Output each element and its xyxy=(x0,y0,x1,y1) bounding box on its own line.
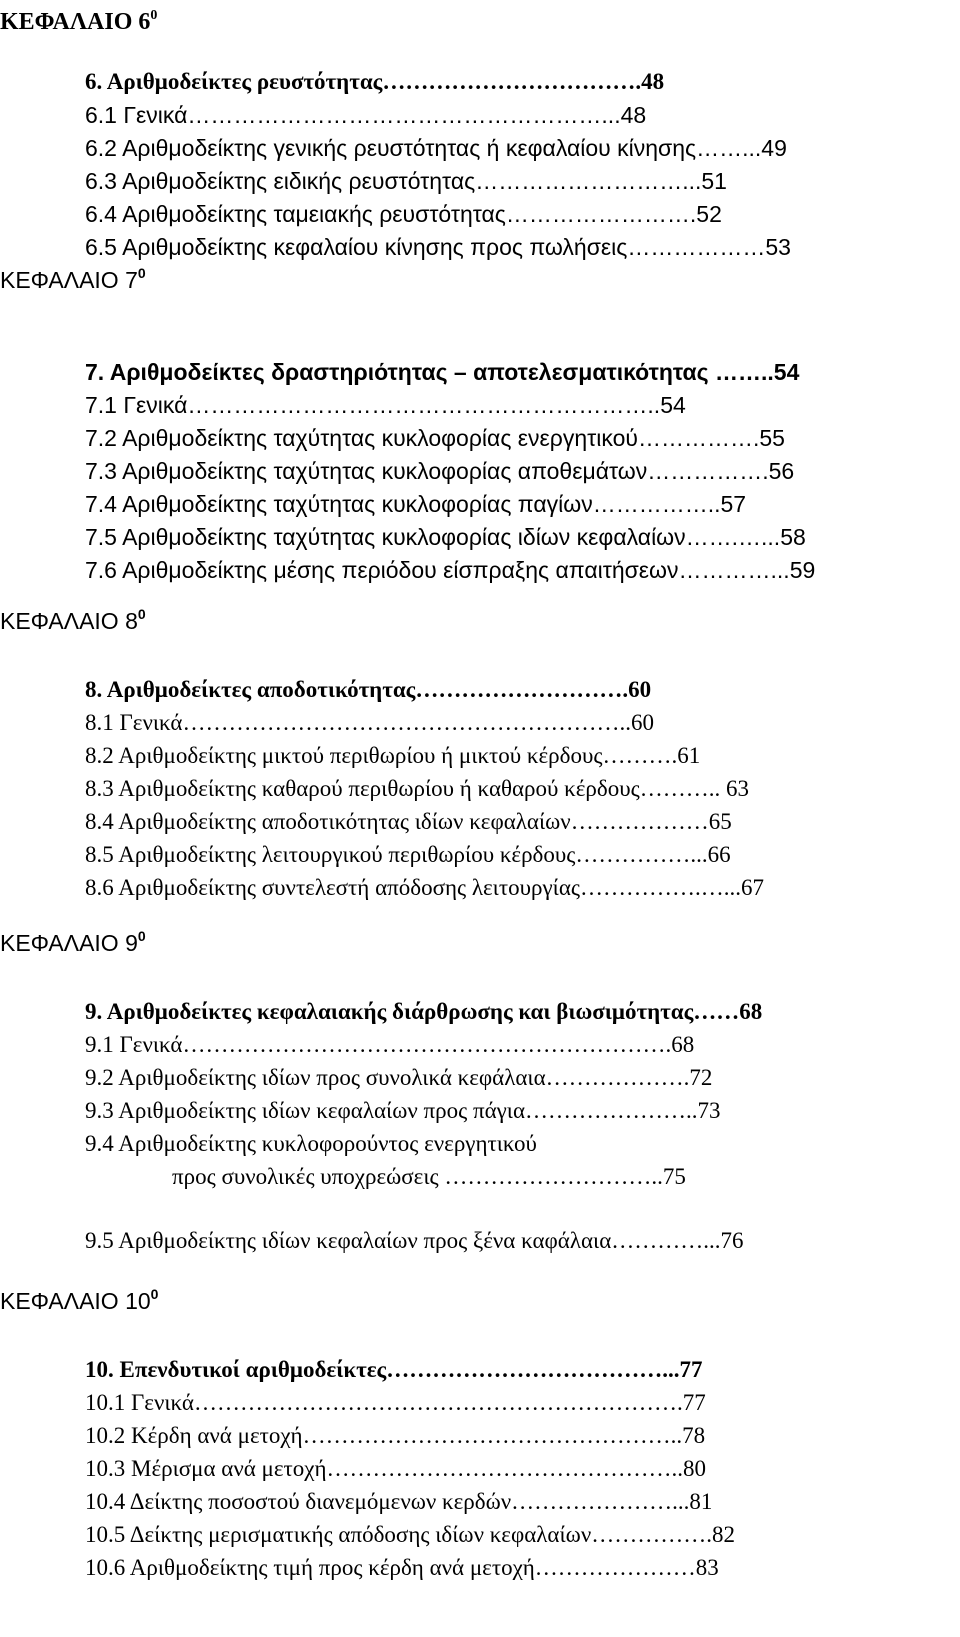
chapter-heading-10: ΚΕΦΑΛΑΙΟ $10^0$ xyxy=(0,1286,159,1314)
toc-entry-6-3: 6.3 Αριθμοδείκτης ειδικής ρευστότητας………………………...51 xyxy=(85,168,727,194)
toc-entry-10-3: 10.3 Μέρισμα ανά μετοχή………………………………………..80 xyxy=(85,1456,707,1481)
toc-entry-9-1: 9.1 Γενικά……………………………………………………….68 xyxy=(85,1032,695,1057)
toc-entry-10-4: 10.4 Δείκτης ποσοστού διανεμόμενων κερδών…………………...81 xyxy=(85,1489,713,1514)
toc-entry-7-4: 7.4 Αριθμοδείκτης ταχύτητας κυκλοφορίας παγίων……………..57 xyxy=(85,491,747,517)
toc-entry-8-2: 8.2 Αριθμοδείκτης μικτού περιθωρίου ή μικτού κέρδους……….61 xyxy=(85,743,701,768)
toc-section-6: 6. Αριθμοδείκτες ρευστότητας…………………………….48 xyxy=(85,69,665,94)
toc-section-7: 7. Αριθμοδείκτες δραστηριότητας – αποτελεσματικότητας ……..54 xyxy=(85,359,800,385)
chapter-heading-8: ΚΕΦΑΛΑΙΟ $8^0$ xyxy=(0,606,146,634)
toc-section-10: 10. Επενδυτικοί αριθμοδείκτες………………………………...77 xyxy=(85,1357,703,1382)
toc-entry-9-2: 9.2 Αριθμοδείκτης ιδίων προς συνολικά κεφάλαια……………….72 xyxy=(85,1065,713,1090)
toc-entry-8-5: 8.5 Αριθμοδείκτης λειτουργικού περιθωρίου κέρδους……………...66 xyxy=(85,842,731,867)
toc-entry-10-6: 10.6 Αριθμοδείκτης τιμή προς κέρδη ανά μετοχή…………………83 xyxy=(85,1555,719,1580)
toc-entry-8-6: 8.6 Αριθμοδείκτης συντελεστή απόδοσης λειτουργίας…………….…...67 xyxy=(85,875,764,900)
toc-section-9: 9. Αριθμοδείκτες κεφαλαιακής διάρθρωσης και βιωσιμότητας……68 xyxy=(85,999,763,1024)
toc-entry-7-5: 7.5 Αριθμοδείκτης ταχύτητας κυκλοφορίας ιδίων κεφαλαίων…….…...58 xyxy=(85,524,806,550)
toc-entry-7-2: 7.2 Αριθμοδείκτης ταχύτητας κυκλοφορίας ενεργητικού…………….55 xyxy=(85,425,785,451)
toc-entry-9-5: 9.5 Αριθμοδείκτης ιδίων κεφαλαίων προς ξένα καφάλαια…………...76 xyxy=(85,1228,744,1253)
chapter-heading-9: ΚΕΦΑΛΑΙΟ $9^0$ xyxy=(0,928,146,956)
chapter-heading-6: ΚΕΦΑΛΑΙΟ $6^0$ xyxy=(0,8,158,35)
toc-entry-6-5: 6.5 Αριθμοδείκτης κεφαλαίου κίνησης προς πωλήσεις………………53 xyxy=(85,234,791,260)
toc-entry-10-1: 10.1 Γενικά……………………………………………………….77 xyxy=(85,1390,706,1415)
toc-entry-9-4: 9.4 Αριθμοδείκτης κυκλοφορούντος ενεργητικού xyxy=(85,1131,537,1156)
toc-entry-8-3: 8.3 Αριθμοδείκτης καθαρού περιθωρίου ή καθαρού κέρδους……….. 63 xyxy=(85,776,749,801)
toc-section-8: 8. Αριθμοδείκτες αποδοτικότητας……………………….60 xyxy=(85,677,652,702)
toc-entry-6-1: 6.1 Γενικά………………………………………………...48 xyxy=(85,102,647,128)
toc-entry-7-3: 7.3 Αριθμοδείκτης ταχύτητας κυκλοφορίας αποθεμάτων…………….56 xyxy=(85,458,795,484)
toc-entry-6-4: 6.4 Αριθμοδείκτης ταμειακής ρευστότητας…………………….52 xyxy=(85,201,722,227)
toc-entry-7-1: 7.1 Γενικά……………………………………………………..54 xyxy=(85,392,686,418)
toc-entry-9-4-cont: προς συνολικές υποχρεώσεις ………………………..75 xyxy=(172,1164,686,1189)
toc-entry-8-4: 8.4 Αριθμοδείκτης αποδοτικότητας ιδίων κεφαλαίων………………65 xyxy=(85,809,732,834)
toc-entry-10-2: 10.2 Κέρδη ανά μετοχή…………………………………………..78 xyxy=(85,1423,706,1448)
toc-entry-8-1: 8.1 Γενικά…………………………………………………..60 xyxy=(85,710,654,735)
toc-entry-9-3: 9.3 Αριθμοδείκτης ιδίων κεφαλαίων προς πάγια…………………..73 xyxy=(85,1098,721,1123)
chapter-heading-7: ΚΕΦΑΛΑΙΟ $7^0$ xyxy=(0,265,146,293)
toc-entry-6-2: 6.2 Αριθμοδείκτης γενικής ρευστότητας ή κεφαλαίου κίνησης……...49 xyxy=(85,135,787,161)
toc-entry-10-5: 10.5 Δείκτης μερισματικής απόδοσης ιδίων κεφαλαίων…………….82 xyxy=(85,1522,735,1547)
toc-entry-7-6: 7.6 Αριθμοδείκτης μέσης περιόδου είσπραξης απαιτήσεων…………...59 xyxy=(85,557,816,583)
